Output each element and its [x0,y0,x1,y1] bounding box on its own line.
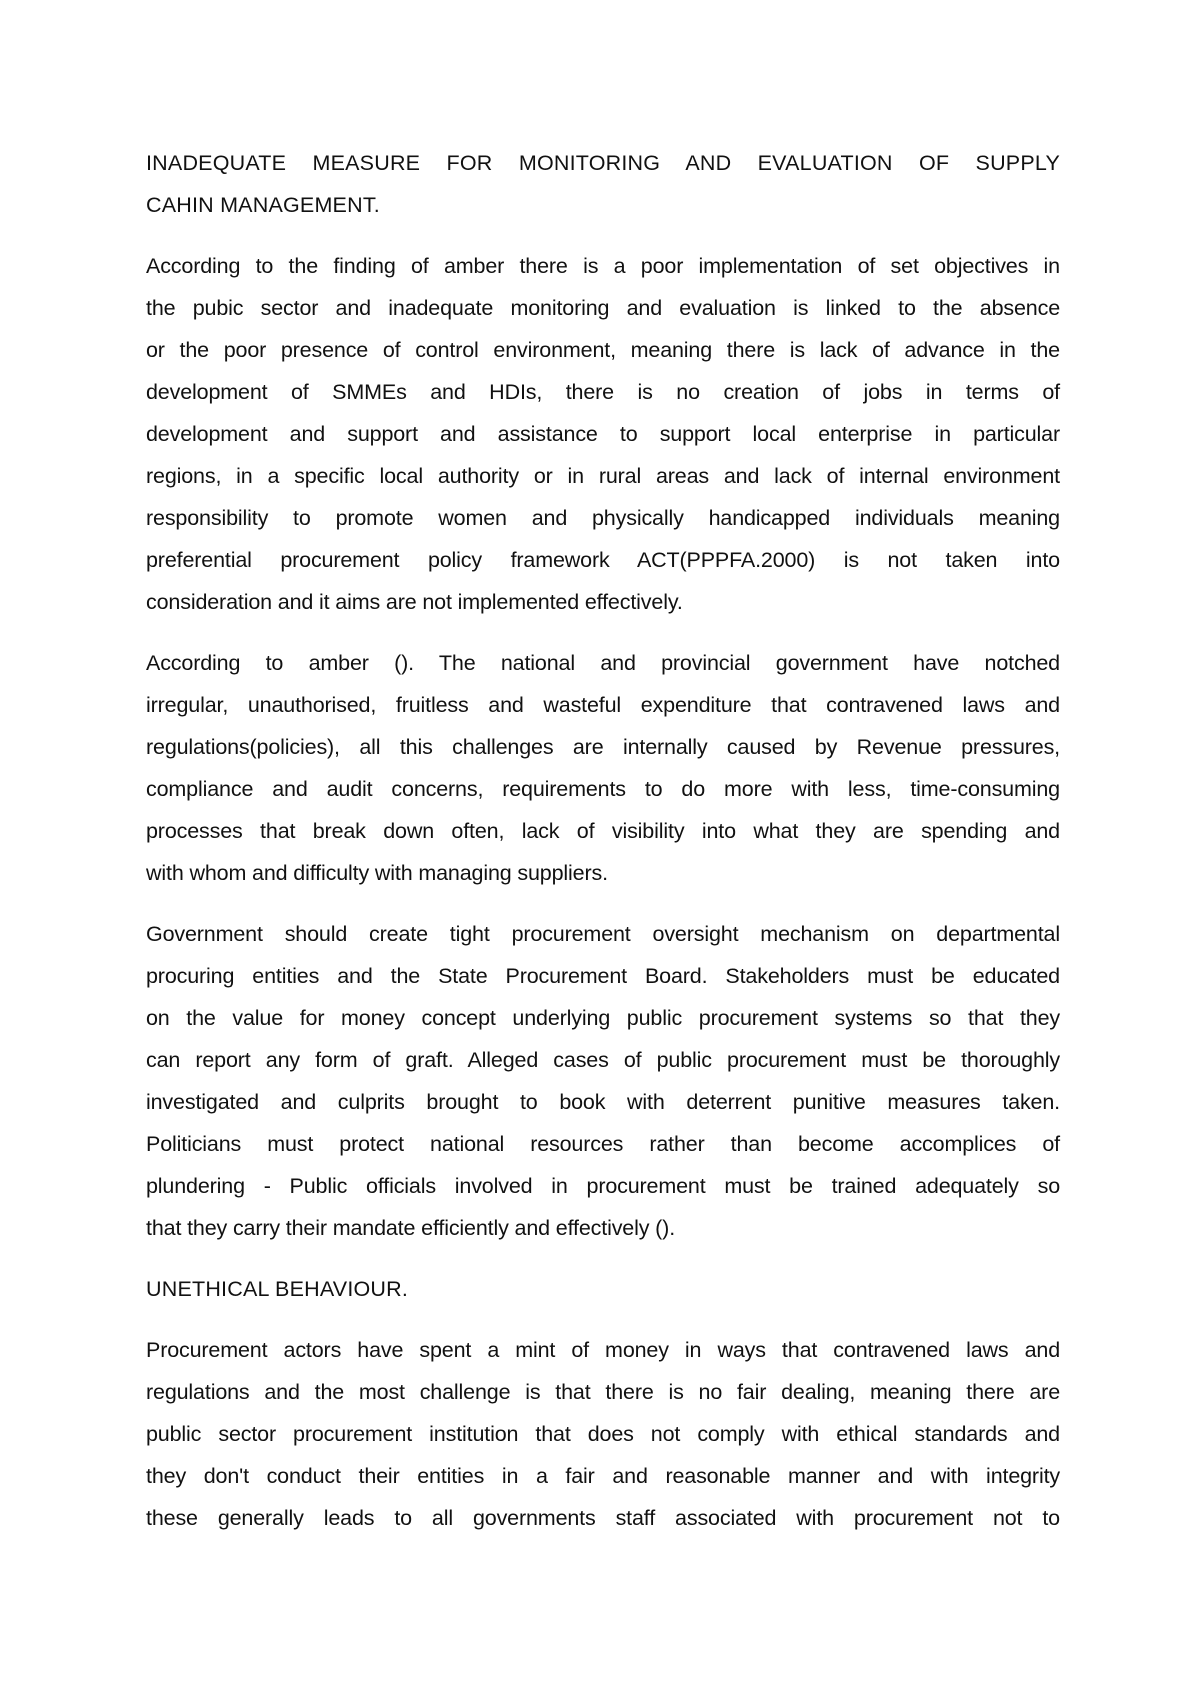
document-body [146,142,1060,1558]
paragraph-line: development and support and assistance to support local enterprise in particular [146,422,1060,446]
section-heading-unethical-behaviour [146,1268,1060,1310]
paragraph-line: Government should create tight procurement oversight mechanism on departmental [146,922,1060,946]
paragraph-line: can report any form of graft. Alleged cases of public procurement must be thoroughly [146,1048,1060,1072]
heading-line: CAHIN MANAGEMENT. [146,193,380,217]
paragraph-line: consideration and it aims are not implemented effectively. [146,590,683,614]
heading-line: UNETHICAL BEHAVIOUR. [146,1277,409,1301]
paragraph-amber-findings [146,245,1060,623]
paragraph-line: plundering - Public officials involved in procurement must be trained adequately so [146,1174,1060,1198]
paragraph-line: regulations(policies), all this challenges are internally caused by Revenue pressures, [146,735,1060,759]
paragraph-procurement-actors [146,1329,1060,1539]
paragraph-line: they don't conduct their entities in a fair and reasonable manner and with integrity [146,1464,1060,1488]
paragraph-line: with whom and difficulty with managing suppliers. [146,861,608,885]
paragraph-line: responsibility to promote women and physically handicapped individuals meaning [146,506,1060,530]
paragraph-line: these generally leads to all governments staff associated with procurement not to [146,1506,1060,1530]
paragraph-line: public sector procurement institution that does not comply with ethical standards and [146,1422,1060,1446]
paragraph-line: regions, in a specific local authority or in rural areas and lack of internal environment [146,464,1060,488]
paragraph-line: investigated and culprits brought to book with deterrent punitive measures taken. [146,1090,1060,1114]
paragraph-line: According to the finding of amber there is a poor implementation of set objectives in [146,254,1060,278]
paragraph-line: the pubic sector and inadequate monitoring and evaluation is linked to the absence [146,296,1060,320]
paragraph-line: regulations and the most challenge is that there is no fair dealing, meaning there are [146,1380,1060,1404]
paragraph-line: Politicians must protect national resources rather than become accomplices of [146,1132,1060,1156]
paragraph-line: processes that break down often, lack of visibility into what they are spending and [146,819,1060,843]
section-heading-monitoring [146,142,1060,226]
paragraph-line: procuring entities and the State Procurement Board. Stakeholders must be educated [146,964,1060,988]
heading-line: INADEQUATE MEASURE FOR MONITORING AND EVALUATION OF SUPPLY [146,151,1060,175]
paragraph-government-expenditure [146,642,1060,894]
paragraph-line: development of SMMEs and HDIs, there is no creation of jobs in terms of [146,380,1060,404]
paragraph-line: irregular, unauthorised, fruitless and wasteful expenditure that contravened laws and [146,693,1060,717]
paragraph-line: Procurement actors have spent a mint of money in ways that contravened laws and [146,1338,1060,1362]
paragraph-line: preferential procurement policy framework ACT(PPPFA.2000) is not taken into [146,548,1060,572]
paragraph-oversight-recommendations [146,913,1060,1249]
paragraph-line: According to amber (). The national and provincial government have notched [146,651,1060,675]
paragraph-line: on the value for money concept underlying public procurement systems so that they [146,1006,1060,1030]
paragraph-line: or the poor presence of control environment, meaning there is lack of advance in the [146,338,1060,362]
paragraph-line: that they carry their mandate efficiently and effectively (). [146,1216,676,1240]
paragraph-line: compliance and audit concerns, requirements to do more with less, time-consuming [146,777,1060,801]
